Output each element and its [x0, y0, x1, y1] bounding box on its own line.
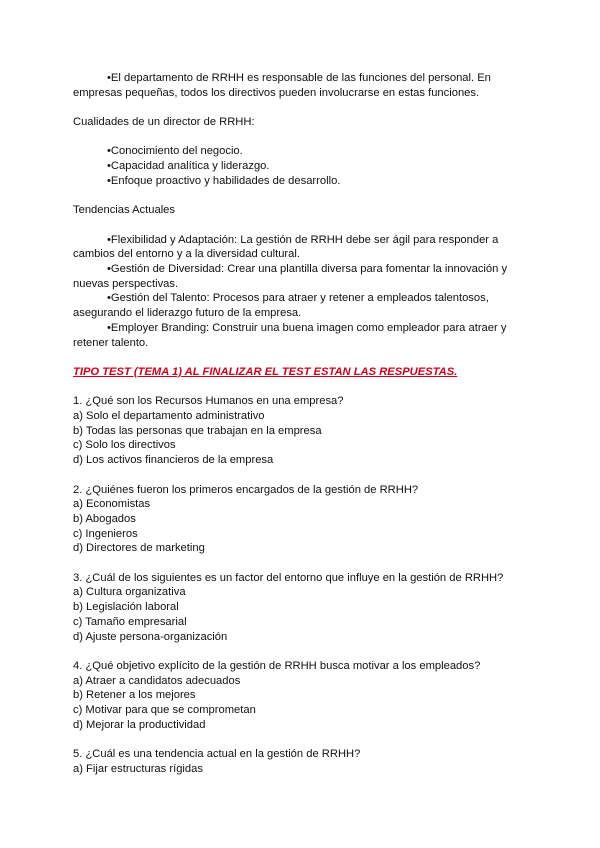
answer-option: c) Ingenieros	[73, 527, 138, 540]
answer-option: a) Atraer a candidatos adecuados	[73, 674, 241, 687]
cualidades-item: •Capacidad analítica y liderazgo.	[107, 160, 270, 173]
answer-option: a) Solo el departamento administrativo	[73, 410, 265, 423]
answer-option: b) Legislación laboral	[73, 601, 179, 614]
answer-option: d) Ajuste persona-organización	[73, 630, 228, 643]
question-text: 5. ¿Cuál es una tendencia actual en la gestión de RRHH?	[73, 748, 361, 761]
tendencias-item: •Gestión de Diversidad: Crear una plantilla diversa para fomentar la innovación y nuevas perspectivas.	[73, 263, 508, 290]
answer-option: a) Economistas	[73, 498, 151, 511]
question-text: 3. ¿Cuál de los siguientes es un factor del entorno que influye en la gestión de RRHH?	[73, 571, 504, 584]
answer-option: c) Solo los directivos	[73, 439, 176, 452]
question-block	[73, 659, 533, 733]
cualidades-heading: Cualidades de un director de RRHH:	[73, 116, 255, 129]
question-text: 4. ¿Qué objetivo explícito de la gestión de RRHH busca motivar a los empleados?	[73, 659, 481, 672]
tendencias-item: •Flexibilidad y Adaptación: La gestión de RRHH debe ser ágil para responder a cambios del entorno y a la diversidad cultural.	[73, 233, 499, 261]
answer-option: a) Fijar estructuras rígidas	[73, 762, 203, 775]
question-block	[73, 747, 533, 776]
question-text: 1. ¿Qué son los Recursos Humanos en una empresa?	[73, 395, 344, 408]
question-block	[73, 571, 533, 645]
answer-option: b) Abogados	[73, 512, 136, 525]
test-title: TIPO TEST (TEMA 1) AL FINALIZAR EL TEST ESTAN LAS RESPUESTAS.	[73, 365, 458, 378]
answer-option: c) Tamaño empresarial	[73, 615, 187, 628]
question-text: 2. ¿Quiénes fueron los primeros encargados de la gestión de RRHH?	[73, 483, 419, 496]
answer-option: d) Los activos financieros de la empresa	[73, 454, 274, 467]
tendencias-item: •Employer Branding: Construir una buena imagen como empleador para atraer y retener talento.	[73, 321, 507, 349]
answer-option: b) Todas las personas que trabajan en la empresa	[73, 424, 322, 437]
cualidades-item: •Conocimiento del negocio.	[107, 145, 243, 158]
answer-option: c) Motivar para que se comprometan	[73, 704, 256, 717]
intro-paragraph: •El departamento de RRHH es responsable de las funciones del personal. En empresas pequeñas, todos los directivos pueden involucrarse en estas funciones.	[73, 72, 491, 99]
answer-option: d) Directores de marketing	[73, 542, 205, 555]
cualidades-item: •Enfoque proactivo y habilidades de desarrollo.	[107, 174, 341, 187]
answer-option: a) Cultura organizativa	[73, 586, 186, 599]
document-content	[73, 71, 533, 777]
tendencias-heading: Tendencias Actuales	[73, 204, 175, 217]
tendencias-item: •Gestión del Talento: Procesos para atraer y retener a empleados talentosos, asegurando el liderazgo futuro de la empresa.	[73, 292, 489, 320]
question-block	[73, 394, 533, 468]
question-block	[73, 483, 533, 557]
answer-option: d) Mejorar la productividad	[73, 718, 206, 731]
answer-option: b) Retener a los mejores	[73, 689, 196, 702]
